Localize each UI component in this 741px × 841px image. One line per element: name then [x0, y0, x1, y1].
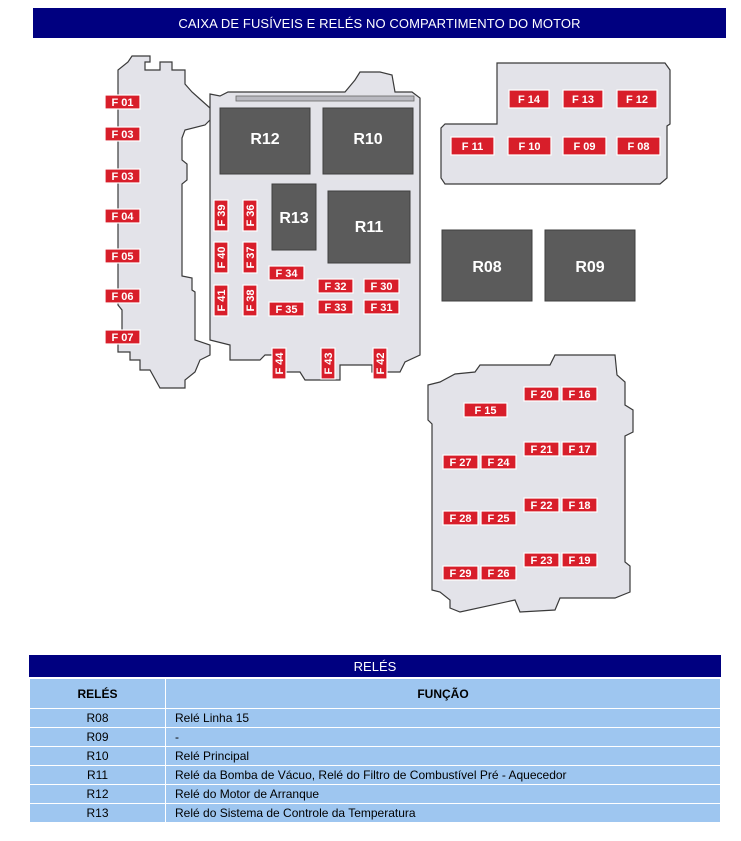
- fuse-F35: [269, 302, 304, 316]
- fuse-F19: [562, 553, 597, 567]
- page-title: CAIXA DE FUSÍVEIS E RELÉS NO COMPARTIMENTO DO MOTOR: [33, 8, 726, 38]
- relay-label: R11: [354, 219, 384, 236]
- fuse-label: F 30: [370, 281, 393, 293]
- fuse-label: F 11: [461, 141, 484, 153]
- fuse-label: F 37: [245, 246, 257, 269]
- relay-label: R08: [472, 259, 502, 276]
- relay-code: R11: [30, 766, 166, 785]
- fuse-label: F 07: [111, 332, 134, 344]
- fuse-label: F 12: [625, 94, 649, 106]
- fuse-F06: [105, 289, 140, 303]
- relay-table: [29, 678, 721, 823]
- fuse-label: F 01: [111, 97, 134, 109]
- fuse-label: F 42: [375, 352, 387, 375]
- relay-function: Relé do Sistema de Controle da Temperatura: [166, 804, 721, 823]
- fuse-label: F 20: [530, 389, 553, 401]
- fuse-label: F 15: [474, 405, 497, 417]
- fuse-label: F 43: [323, 352, 335, 375]
- fuse-F25: [481, 511, 516, 525]
- fuse-label: F 22: [530, 500, 553, 512]
- fuse-label: F 27: [449, 457, 472, 469]
- fuse-F03a: [105, 127, 140, 141]
- fuse-F04: [105, 209, 140, 223]
- fuse-F37: [243, 242, 257, 273]
- relay-code: R12: [30, 785, 166, 804]
- fuse-F36: [243, 200, 257, 231]
- fuse-label: F 08: [627, 141, 650, 153]
- relay-function: Relé da Bomba de Vácuo, Relé do Filtro de Combustível Pré - Aquecedor: [166, 766, 721, 785]
- relay-function: Relé do Motor de Arranque: [166, 785, 721, 804]
- fuse-F39: [214, 200, 228, 231]
- fuse-F32: [318, 279, 353, 293]
- fuse-F28: [443, 511, 478, 525]
- fuse-F44: [272, 348, 286, 379]
- fuse-label: F 35: [275, 304, 298, 316]
- fuse-label: F 29: [449, 568, 472, 580]
- fuse-label: F 19: [568, 555, 591, 567]
- fuse-label: F 39: [216, 204, 228, 227]
- fuse-F16: [562, 387, 597, 401]
- fuse-F20: [524, 387, 559, 401]
- main-box-top-rail: [236, 96, 414, 101]
- fuse-F17: [562, 442, 597, 456]
- fuse-F41: [214, 285, 228, 316]
- fuse-label: F 17: [568, 444, 591, 456]
- relay-code: R08: [30, 709, 166, 728]
- fuse-F07: [105, 330, 140, 344]
- fuse-label: F 13: [571, 94, 595, 106]
- fuse-F23: [524, 553, 559, 567]
- table-row: [30, 766, 721, 785]
- relay-function: Relé Linha 15: [166, 709, 721, 728]
- relay-table-header-function: FUNÇÃO: [166, 679, 721, 709]
- relay-table-header-code: RELÉS: [30, 679, 166, 709]
- fuse-F26: [481, 566, 516, 580]
- fuse-F13: [563, 90, 603, 108]
- fuse-F01: [105, 95, 140, 109]
- fuse-F18: [562, 498, 597, 512]
- relay-label: R12: [250, 131, 280, 148]
- fuse-label: F 03: [111, 129, 134, 141]
- fuse-F27: [443, 455, 478, 469]
- fuse-F29: [443, 566, 478, 580]
- fuse-F43: [321, 348, 335, 379]
- relay-code: R13: [30, 804, 166, 823]
- fuse-F30: [364, 279, 399, 293]
- table-row: [30, 804, 721, 823]
- fuse-label: F 44: [274, 352, 286, 375]
- fuse-label: F 14: [517, 94, 541, 106]
- fuse-F40: [214, 242, 228, 273]
- fuse-label: F 40: [216, 246, 228, 269]
- relay-label: R10: [353, 131, 383, 148]
- fuse-label: F 10: [518, 141, 541, 153]
- fuse-label: F 26: [487, 568, 510, 580]
- table-row: [30, 785, 721, 804]
- fuse-label: F 09: [573, 141, 596, 153]
- relay-R10: [323, 108, 413, 174]
- table-row: [30, 728, 721, 747]
- fuse-F11: [451, 137, 494, 155]
- relay-function: -: [166, 728, 721, 747]
- fuse-F12: [617, 90, 657, 108]
- fuse-F08: [617, 137, 660, 155]
- table-row: [30, 747, 721, 766]
- fuse-label: F 36: [245, 204, 257, 227]
- fuse-label: F 25: [487, 513, 510, 525]
- fuse-label: F 34: [275, 268, 298, 280]
- fuse-F34: [269, 266, 304, 280]
- relay-R11: [328, 191, 410, 263]
- fuse-label: F 21: [530, 444, 553, 456]
- fuse-F22: [524, 498, 559, 512]
- fuse-label: F 41: [216, 289, 228, 312]
- fuse-label: F 33: [324, 302, 347, 314]
- relay-label: R09: [575, 259, 605, 276]
- table-row: [30, 709, 721, 728]
- fuse-label: F 28: [449, 513, 472, 525]
- fuse-F38: [243, 285, 257, 316]
- fuse-F03b: [105, 169, 140, 183]
- relay-function: Relé Principal: [166, 747, 721, 766]
- fuse-F05: [105, 249, 140, 263]
- fuse-label: F 31: [370, 302, 393, 314]
- fuse-label: F 03: [111, 171, 134, 183]
- relay-code: R10: [30, 747, 166, 766]
- fuse-F42: [373, 348, 387, 379]
- fuse-label: F 23: [530, 555, 553, 567]
- relay-R12: [220, 108, 310, 174]
- relay-R09: [545, 230, 635, 301]
- fuse-label: F 32: [324, 281, 347, 293]
- fuse-label: F 04: [111, 211, 134, 223]
- fuse-label: F 05: [111, 251, 134, 263]
- fuse-F33: [318, 300, 353, 314]
- fuse-F31: [364, 300, 399, 314]
- fuse-F15: [464, 403, 507, 417]
- fuse-label: F 18: [568, 500, 591, 512]
- fuse-F09: [563, 137, 606, 155]
- fuse-F14: [509, 90, 549, 108]
- fuse-label: F 06: [111, 291, 134, 303]
- fuse-F10: [508, 137, 551, 155]
- top-right-box-outline: [441, 63, 670, 184]
- relay-code: R09: [30, 728, 166, 747]
- fuse-label: F 38: [245, 289, 257, 312]
- fuse-F24: [481, 455, 516, 469]
- fuse-label: F 24: [487, 457, 510, 469]
- relay-label: R13: [279, 210, 309, 227]
- relay-table-title: RELÉS: [29, 655, 721, 677]
- fuse-label: F 16: [568, 389, 591, 401]
- relay-R08: [442, 230, 532, 301]
- relay-table-header-row: [30, 679, 721, 709]
- fuse-F21: [524, 442, 559, 456]
- relay-R13: [272, 184, 316, 250]
